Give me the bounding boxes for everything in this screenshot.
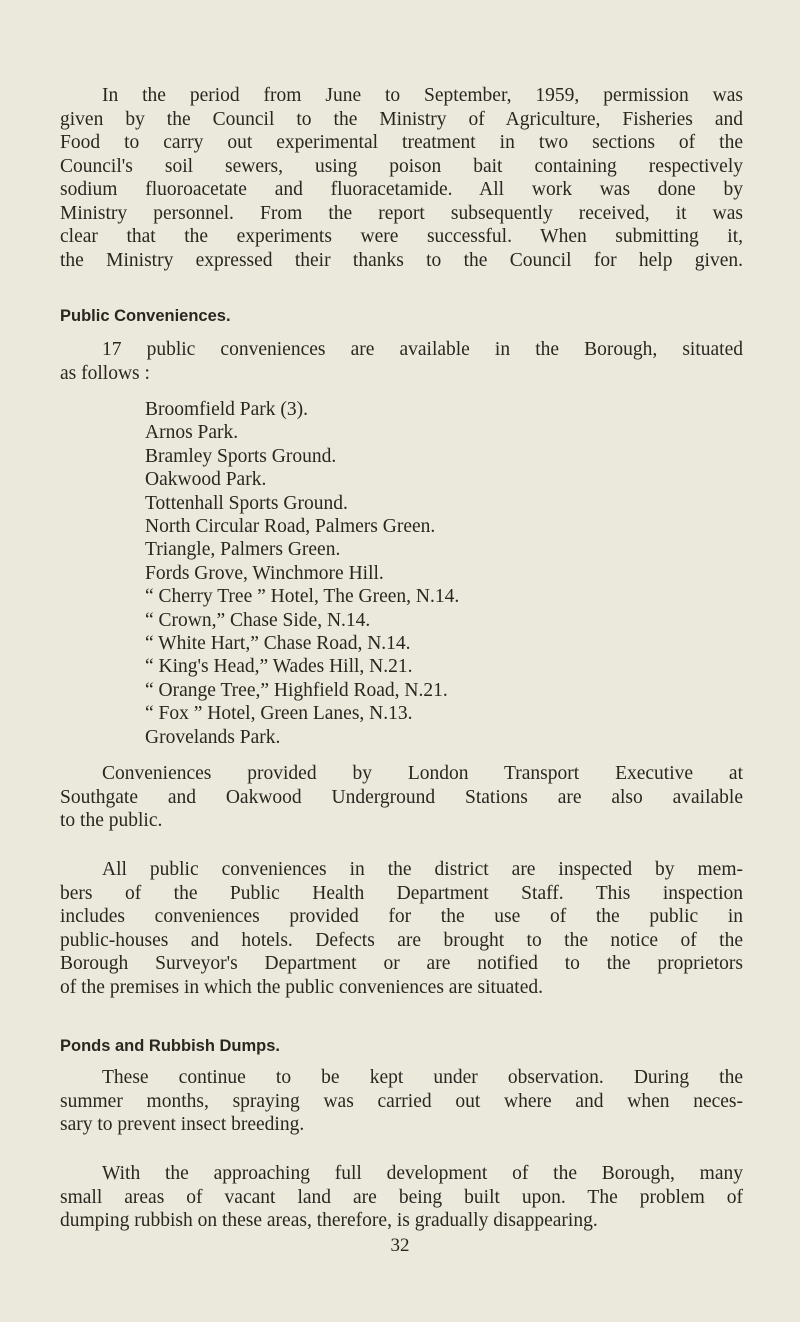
text-line: small areas of vacant land are being built upon. The problem of: [60, 1186, 743, 1208]
section-heading-ponds: Ponds and Rubbish Dumps.: [60, 1037, 281, 1055]
list-item: Broomfield Park (3).: [145, 399, 309, 420]
text-line: All public conveniences in the district are inspected by mem-: [102, 859, 743, 880]
ponds-development-paragraph: [60, 1162, 743, 1233]
text-line: With the approaching full development of the Borough, many: [102, 1163, 743, 1184]
text-line: Council's soil sewers, using poison bait containing respectively: [60, 155, 743, 177]
list-item: Oakwood Park.: [145, 469, 267, 491]
text-line: clear that the experiments were successful. When submitting it,: [60, 226, 743, 247]
text-line: includes conveniences provided for the use of the public in: [60, 906, 743, 927]
list-item: Tottenhall Sports Ground.: [145, 492, 348, 514]
text-line: In the period from June to September, 1959, permission was: [102, 85, 743, 106]
text-line: to the public.: [60, 810, 163, 831]
text-line: bers of the Public Health Department Staff. This inspection: [60, 882, 743, 904]
transport-paragraph: [60, 762, 743, 833]
text-line: Food to carry out experimental treatment in two sections of the: [60, 132, 743, 153]
text-line: given by the Council to the Ministry of Agriculture, Fisheries and: [60, 108, 743, 130]
ponds-observation-paragraph: [60, 1066, 743, 1137]
text-line: Southgate and Oakwood Underground Stations are also available: [60, 786, 743, 808]
text-line: public-houses and hotels. Defects are brought to the notice of the: [60, 929, 743, 951]
text-line: These continue to be kept under observation. During the: [102, 1067, 743, 1088]
conveniences-location-list: [145, 398, 459, 749]
text-line: sary to prevent insect breeding.: [60, 1114, 305, 1135]
list-item: “ Fox ” Hotel, Green Lanes, N.13.: [145, 703, 413, 725]
conveniences-intro-paragraph: [60, 338, 743, 385]
list-item: Arnos Park.: [145, 422, 239, 444]
text-line: Ministry personnel. From the report subsequently received, it was: [60, 202, 743, 224]
text-line: 17 public conveniences are available in the Borough, situated: [102, 339, 743, 360]
list-item: Fords Grove, Winchmore Hill.: [145, 562, 384, 584]
list-item: North Circular Road, Palmers Green.: [145, 516, 436, 538]
text-line: of the premises in which the public conveniences are situated.: [60, 976, 544, 998]
text-line: Conveniences provided by London Transport Executive at: [102, 763, 743, 784]
text-line: summer months, spraying was carried out where and when neces-: [60, 1090, 743, 1112]
page-number: 32: [390, 1235, 410, 1256]
section-heading-public-conveniences: Public Conveniences.: [60, 307, 231, 325]
list-item: “ Cherry Tree ” Hotel, The Green, N.14.: [145, 586, 460, 608]
text-line: as follows :: [60, 362, 150, 384]
text-line: Borough Surveyor's Department or are notified to the proprietors: [60, 953, 743, 974]
text-line: dumping rubbish on these areas, therefore, is gradually disappearing.: [60, 1210, 598, 1231]
list-item: Grovelands Park.: [145, 726, 281, 748]
list-item: Triangle, Palmers Green.: [145, 539, 341, 561]
text-line: the Ministry expressed their thanks to the Council for help given.: [60, 249, 743, 271]
inspection-paragraph: [60, 858, 743, 999]
list-item: “ Crown,” Chase Side, N.14.: [145, 609, 371, 631]
list-item: Bramley Sports Ground.: [145, 445, 337, 467]
intro-paragraph: [60, 84, 743, 272]
list-item: “ White Hart,” Chase Road, N.14.: [145, 633, 411, 655]
list-item: “ King's Head,” Wades Hill, N.21.: [145, 656, 413, 678]
text-line: sodium fluoroacetate and fluoracetamide. All work was done by: [60, 179, 743, 200]
list-item: “ Orange Tree,” Highfield Road, N.21.: [145, 679, 448, 701]
